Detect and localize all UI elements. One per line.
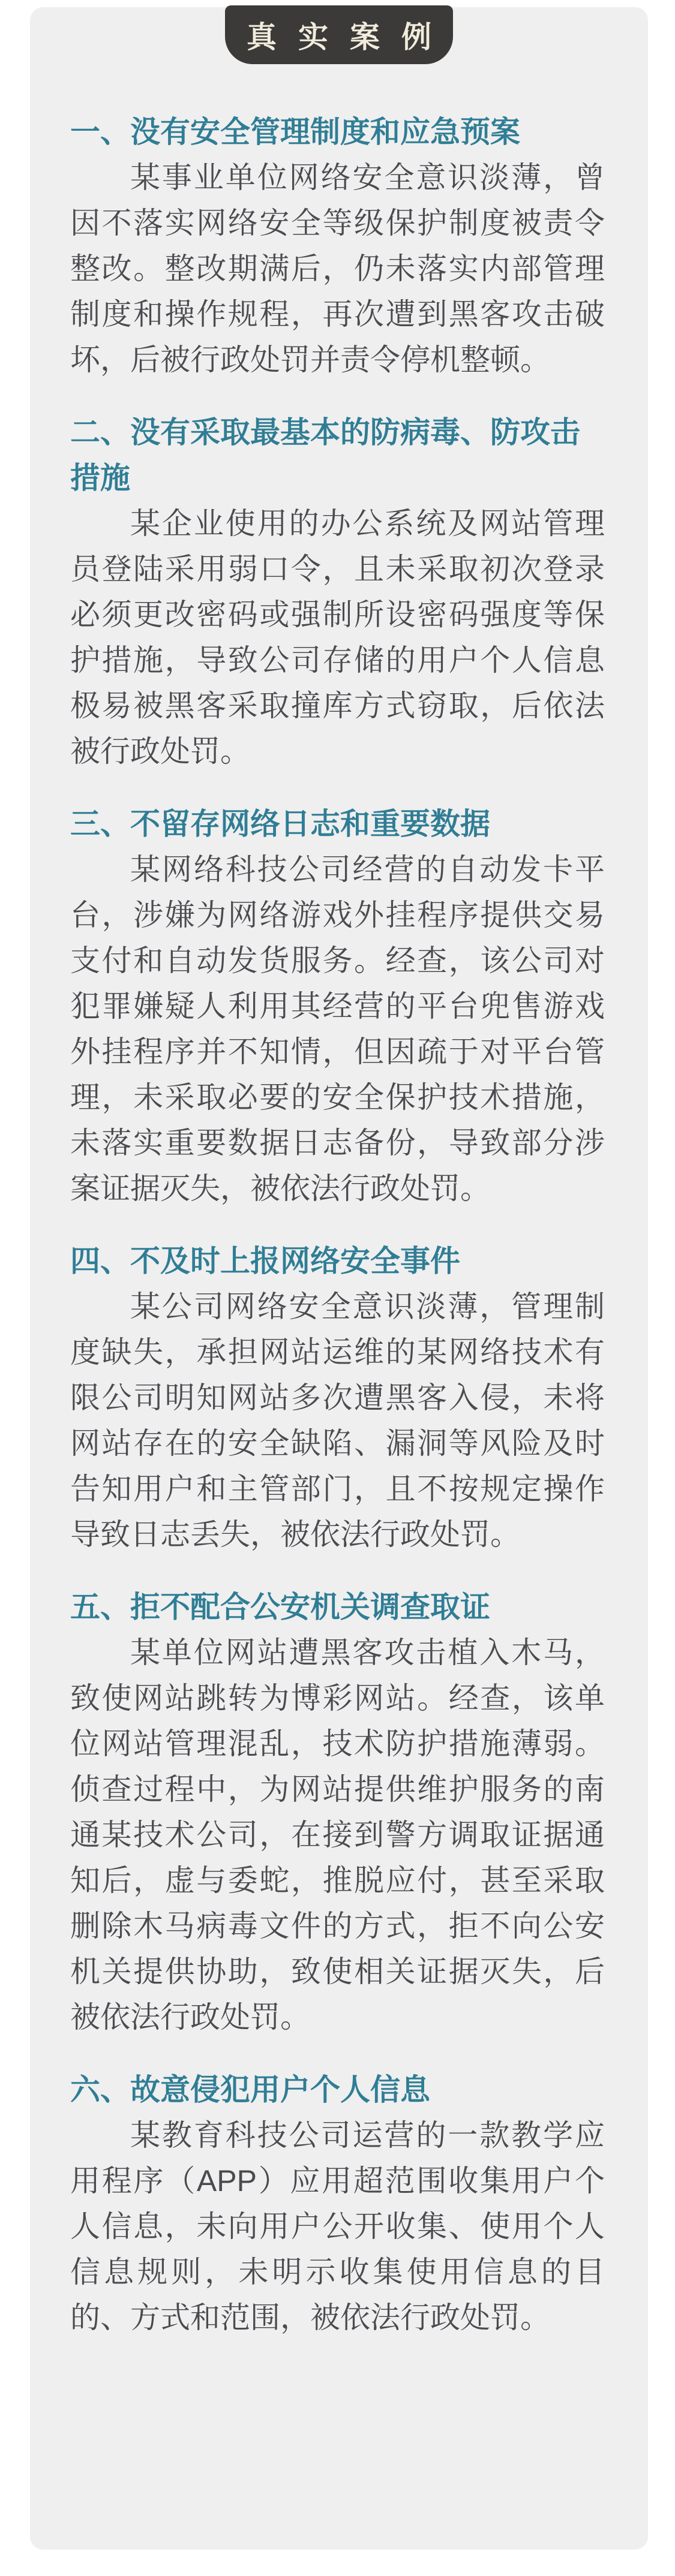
section-6-title: 六、故意侵犯用户个人信息 — [70, 2073, 430, 2106]
section-3-body: 某网络科技公司经营的自动发卡平台，涉嫌为网络游戏外挂程序提供交易支付和自动发货服务。经查，该公司对犯罪嫌疑人利用其经营的平台兜售游戏外挂程序并不知情，但因疏于对平台管理，未采取必要的安全保护技术措施，未落实重要数据日志备份，导致部分涉案证据灭失，被依法行政处罚。 — [70, 853, 605, 1205]
section-3-title: 三、不留存网络日志和重要数据 — [70, 807, 490, 841]
section-1 — [70, 109, 605, 383]
section-6 — [70, 2067, 605, 2340]
section-3 — [70, 801, 605, 1211]
section-1-title: 一、没有安全管理制度和应急预案 — [70, 115, 520, 149]
section-4 — [70, 1238, 605, 1557]
section-2-title: 二、没有采取最基本的防病毒、防攻击措施 — [70, 416, 580, 495]
section-2 — [70, 410, 605, 774]
section-5-title: 五、拒不配合公安机关调查取证 — [70, 1590, 490, 1624]
section-2-body: 某企业使用的办公系统及网站管理员登陆采用弱口令，且未采取初次登录必须更改密码或强制所设密码强度等保护措施，导致公司存储的用户个人信息极易被黑客采取撞库方式窃取，后依法被行政处罚。 — [70, 507, 605, 768]
section-4-title: 四、不及时上报网络安全事件 — [70, 1244, 460, 1278]
section-4-body: 某公司网络安全意识淡薄，管理制度缺失，承担网站运维的某网络技术有限公司明知网站多次遭黑客入侵，未将网站存在的安全缺陷、漏洞等风险及时告知用户和主管部门，且不按规定操作导致日志丢失，被依法行政处罚。 — [70, 1290, 605, 1551]
section-5 — [70, 1584, 605, 2040]
header-badge — [225, 5, 453, 64]
content-card — [30, 7, 648, 2550]
section-5-body: 某单位网站遭黑客攻击植入木马，致使网站跳转为博彩网站。经查，该单位网站管理混乱，技术防护措施薄弱。侦查过程中，为网站提供维护服务的南通某技术公司，在接到警方调取证据通知后，虚与委蛇，推脱应付，甚至采取删除木马病毒文件的方式，拒不向公安机关提供协助，致使相关证据灭失，后被依法行政处罚。 — [70, 1636, 605, 2034]
header-badge-label: 真实案例 — [247, 20, 453, 54]
section-6-body: 某教育科技公司运营的一款教学应用程序（APP）应用超范围收集用户个人信息，未向用户公开收集、使用个人信息规则，未明示收集使用信息的目的、方式和范围，被依法行政处罚。 — [70, 2118, 605, 2334]
case-list — [70, 7, 605, 2340]
section-1-body: 某事业单位网络安全意识淡薄，曾因不落实网络安全等级保护制度被责令整改。整改期满后，仍未落实内部管理制度和操作规程，再次遭到黑客攻击破坏，后被行政处罚并责令停机整顿。 — [70, 161, 605, 377]
